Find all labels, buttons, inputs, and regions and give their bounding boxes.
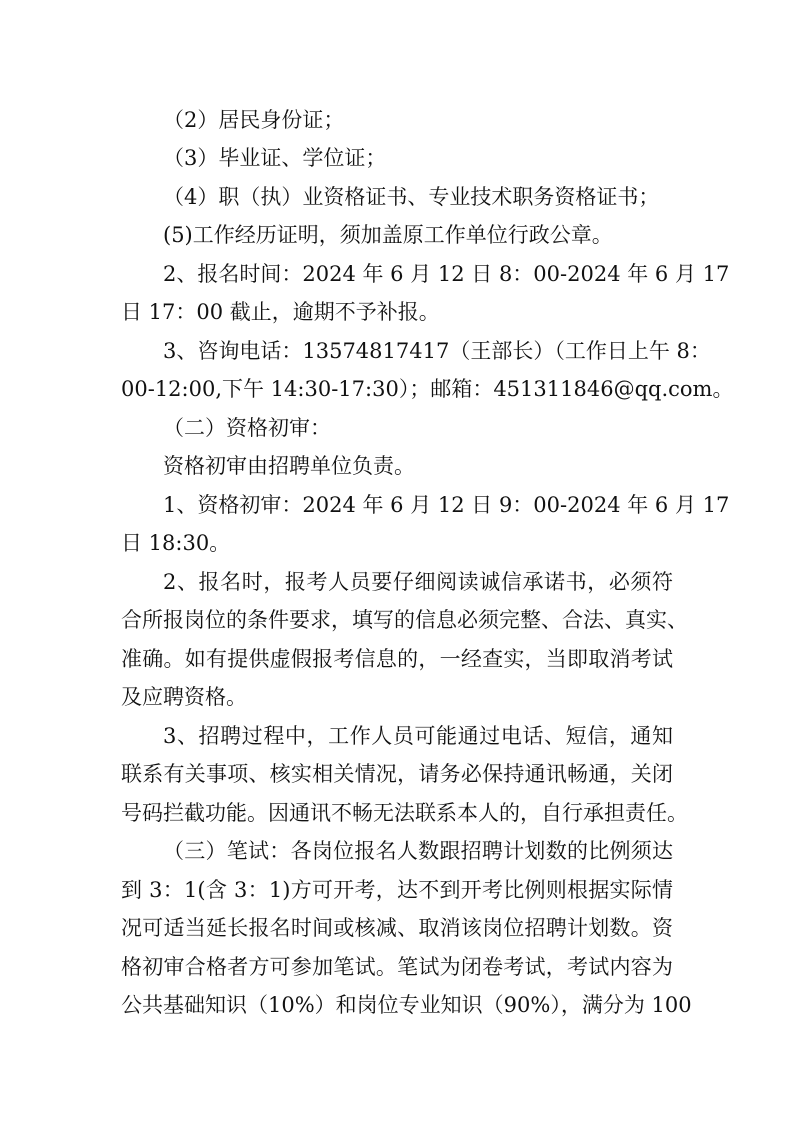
text-line-5: 2、报名时间：2024 年 6 月 12 日 8：00-2024 年 6 月 17 [163,262,730,286]
text-line-11: 1、资格初审：2024 年 6 月 12 日 9：00-2024 年 6 月 17 [163,493,730,517]
text-line-24: 公共基础知识（10%）和岗位专业知识（90%），满分为 100 [121,993,692,1017]
text-line-17: 3、招聘过程中，工作人员可能通过电话、短信，通知 [163,724,673,748]
text-line-1: （2）居民身份证； [163,108,345,132]
text-line-20: （三）笔试：各岗位报名人数跟招聘计划数的比例须达 [163,839,673,863]
text-line-16: 及应聘资格。 [121,685,247,709]
text-line-9: （二）资格初审： [163,416,331,440]
text-line-19: 号码拦截功能。因通讯不畅无法联系本人的，自行承担责任。 [121,801,688,825]
text-line-14: 合所报岗位的条件要求，填写的信息必须完整、合法、真实、 [121,608,688,632]
text-line-8: 00-12:00,下午 14:30-17:30）；邮箱：451311846@qq.com。 [121,377,734,401]
text-line-23: 格初审合格者方可参加笔试。笔试为闭卷考试，考试内容为 [121,955,673,979]
text-line-15: 准确。如有提供虚假报考信息的，一经查实，当即取消考试 [121,647,673,671]
text-line-2: （3）毕业证、学位证； [163,146,387,170]
text-line-18: 联系有关事项、核实相关情况，请务必保持通讯畅通，关闭 [121,762,673,786]
text-line-12: 日 18:30。 [121,531,231,555]
text-line-10: 资格初审由招聘单位负责。 [163,454,415,478]
text-line-4: (5)工作经历证明，须加盖原工作单位行政公章。 [163,223,613,247]
text-line-22: 况可适当延长报名时间或核减、取消该岗位招聘计划数。资 [121,916,673,940]
text-line-21: 到 3：1(含 3：1)方可开考，达不到开考比例则根据实际情 [121,878,673,902]
text-line-13: 2、报名时，报考人员要仔细阅读诚信承诺书，必须符 [163,570,673,594]
text-line-6: 日 17：00 截止，逾期不予补报。 [121,300,440,324]
text-line-7: 3、咨询电话：13574817417（王部长）（工作日上午 8： [163,339,711,363]
text-line-3: （4）职（执）业资格证书、专业技术职务资格证书； [163,185,660,209]
